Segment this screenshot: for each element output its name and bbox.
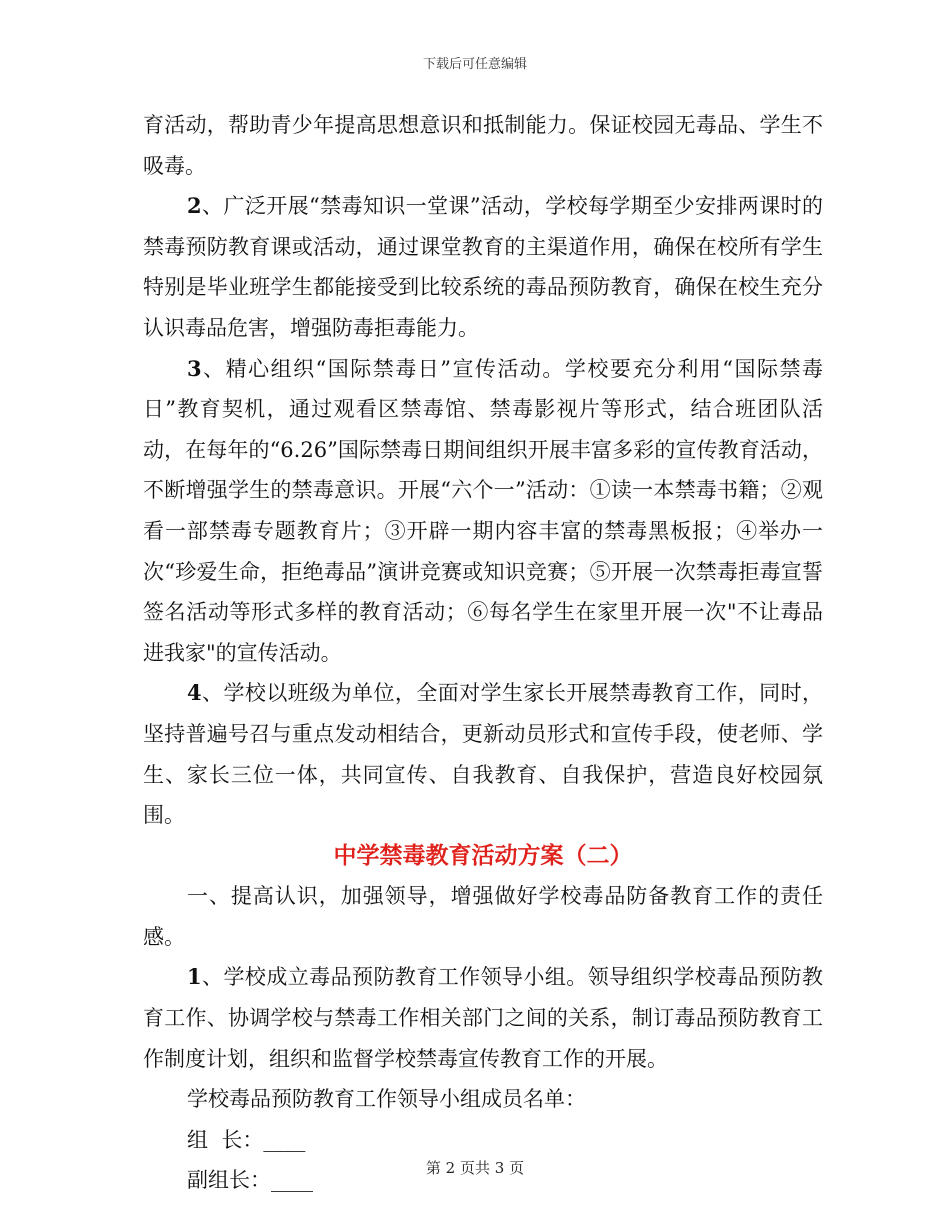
paragraph-item-4: 4、学校以班级为单位，全面对学生家长开展禁毒教育工作，同时，坚持普遍号召与重点发动相结合，更新动员形式和宣传手段，使老师、学生、家长三位一体，共同宣传、自我教育、自我保护，营造良好校园氛围。 [143,680,823,828]
member-list [143,1079,823,1201]
paragraph-continued: 育活动，帮助青少年提高思想意识和抵制能力。保证校园无毒品、学生不吸毒。 [143,113,823,178]
item-number: 1 [187,964,202,990]
section-title: 中学禁毒教育活动方案（二） [333,842,633,869]
page-content [143,105,823,1201]
item-number: 4 [187,680,202,706]
member-leader: 组 长：____ [187,1127,306,1152]
paragraph-item-2: 2、广泛开展“禁毒知识一堂课”活动，学校每学期至少安排两课时的禁毒预防教育课或活动，通过课堂教育的主渠道作用，确保在校所有学生特别是毕业班学生都能接受到比较系统的毒品预防教育，确保在校生充分认识毒品危害，增强防毒拒毒能力。 [143,193,823,340]
member-deputy: 副组长：____ [187,1168,313,1193]
page-header: 下载后可任意编辑 [422,57,527,72]
paragraph-point-1: 一、提高认识，加强领导，增强做好学校毒品防备教育工作的责任感。 [143,884,823,949]
paragraph-item-1: 1、学校成立毒品预防教育工作领导小组。领导组织学校毒品预防教育工作、协调学校与禁毒工作相关部门之间的关系，制订毒品预防教育工作制度计划，组织和监督学校禁毒宣传教育工作的开展。 [143,964,823,1071]
member-list-heading: 学校毒品预防教育工作领导小组成员名单： [187,1087,586,1112]
item-number: 2 [187,193,202,219]
item-number: 3 [187,355,202,381]
paragraph-item-3: 3、精心组织“国际禁毒日”宣传活动。学校要充分利用“国际禁毒日”教育契机，通过观看区禁毒馆、禁毒影视片等形式，结合班团队活动，在每年的“6.26”国际禁毒日期间组织开展丰富多彩的宣传教育活动，不断增强学生的禁毒意识。开展“六个一”活动：①读一本禁毒书籍；②观看一部禁毒专题教育片；③开辟一期内容丰富的禁毒黑板报；④举办一次“珍爱生命，拒绝毒品”演讲竞赛或知识竞赛；⑤开展一次禁毒拒毒宣誓签名活动等形式多样的教育活动；⑥每名学生在家里开展一次"不让毒品进我家"的宣传活动。 [143,355,823,665]
page-footer: 第 2 页共 3 页 [425,1159,525,1177]
